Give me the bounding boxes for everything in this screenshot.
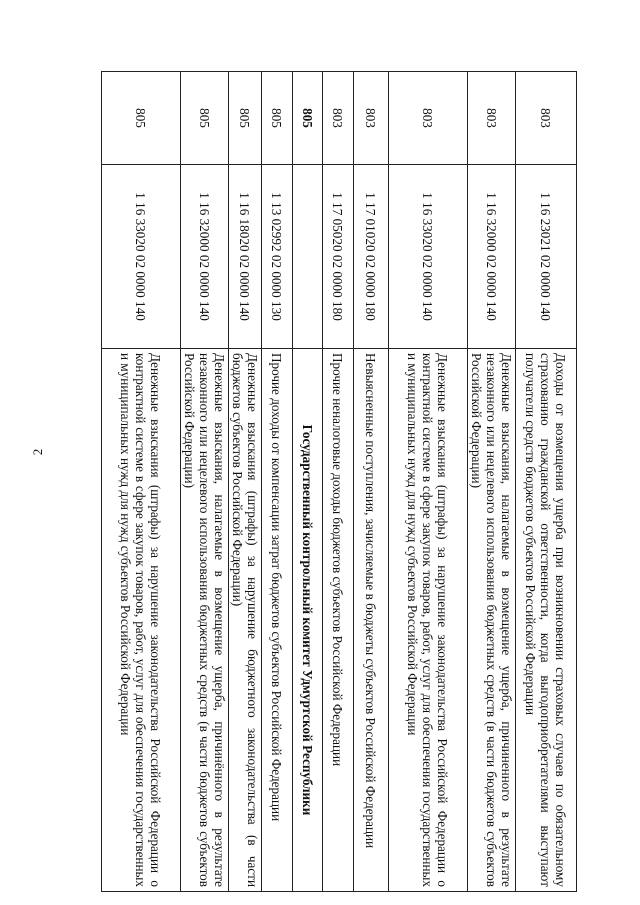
description-cell: Денежные взыскания (штрафы) за нарушение бюджетного законодательства (в части бюджетов субъектов Российской Федерации) xyxy=(229,349,262,892)
admin-code-cell: 803 xyxy=(468,72,516,165)
table-row xyxy=(354,72,389,892)
table-row xyxy=(229,72,262,892)
admin-code-cell: 805 xyxy=(181,72,229,165)
admin-code-cell: 803 xyxy=(516,72,577,165)
description-cell: Прочие неналоговые доходы бюджетов субъектов Российской Федерации xyxy=(323,349,354,892)
kbk-code-cell: 1 16 32000 02 0000 140 xyxy=(468,165,516,349)
kbk-code-cell: 1 13 02992 02 0000 130 xyxy=(262,165,293,349)
admin-code-cell: 803 xyxy=(389,72,468,165)
table-row xyxy=(468,72,516,892)
description-cell: Денежные взыскания (штрафы) за нарушение законодательства Российской Федерации о контрактной системе в сфере закупок товаров, работ, услуг для обеспечения государственных и муниципальных нужд для нужд субъектов Российской Федерации xyxy=(389,349,468,892)
table-row xyxy=(389,72,468,892)
section-admin-code-cell: 805 xyxy=(293,72,323,165)
section-header-row xyxy=(293,72,323,892)
description-cell: Прочие доходы от компенсации затрат бюджетов субъектов Российской Федерации xyxy=(262,349,293,892)
section-title-cell: Государственный контрольный комитет Удмуртской Республики xyxy=(293,349,323,892)
admin-code-cell: 803 xyxy=(323,72,354,165)
kbk-code-cell: 1 16 32000 02 0000 140 xyxy=(181,165,229,349)
admin-code-cell: 805 xyxy=(102,72,181,165)
table-row xyxy=(323,72,354,892)
admin-code-cell: 805 xyxy=(229,72,262,165)
kbk-code-cell: 1 16 33020 02 0000 140 xyxy=(389,165,468,349)
description-cell: Денежные взыскания, налагаемые в возмещение ущерба, причинённого в результате незаконного или нецелевого использования бюджетных средств (в части бюджетов субъектов Российской Федерации) xyxy=(181,349,229,892)
table-row xyxy=(262,72,293,892)
description-cell: Невыясненные поступления, зачисляемые в бюджеты субъектов Российской Федерации xyxy=(354,349,389,892)
table-row xyxy=(102,72,181,892)
kbk-code-cell: 1 16 18020 02 0000 140 xyxy=(229,165,262,349)
table-row xyxy=(181,72,229,892)
admin-code-cell: 805 xyxy=(262,72,293,165)
kbk-code-cell: 1 17 05020 02 0000 180 xyxy=(323,165,354,349)
page-number: 2 xyxy=(30,448,45,456)
kbk-code-cell: 1 16 23021 02 0000 140 xyxy=(516,165,577,349)
admin-code-cell: 803 xyxy=(354,72,389,165)
empty-cell xyxy=(293,165,323,349)
kbk-code-cell: 1 16 33020 02 0000 140 xyxy=(102,165,181,349)
rotated-page-content xyxy=(99,71,577,891)
table-row xyxy=(516,72,577,892)
description-cell: Доходы от возмещения ущерба при возникновении страховых случаев по обязательному страхованию гражданской ответственности, когда выгодоприобретателями выступают получатели средств бюджетов субъектов Российской Федерации xyxy=(516,349,577,892)
kbk-code-cell: 1 17 01020 02 0000 180 xyxy=(354,165,389,349)
description-cell: Денежные взыскания, налагаемые в возмещение ущерба, причиненного в результате незаконного или нецелевого использования бюджетных средств (в части бюджетов субъектов Российской Федерации) xyxy=(468,349,516,892)
description-cell: Денежные взыскания (штрафы) за нарушение законодательства Российской Федерации о контрактной системе в сфере закупок товаров, работ, услуг для обеспечения государственных и муниципальных нужд для нужд субъектов Российской Федерации xyxy=(102,349,181,892)
revenue-codes-table xyxy=(101,71,577,892)
